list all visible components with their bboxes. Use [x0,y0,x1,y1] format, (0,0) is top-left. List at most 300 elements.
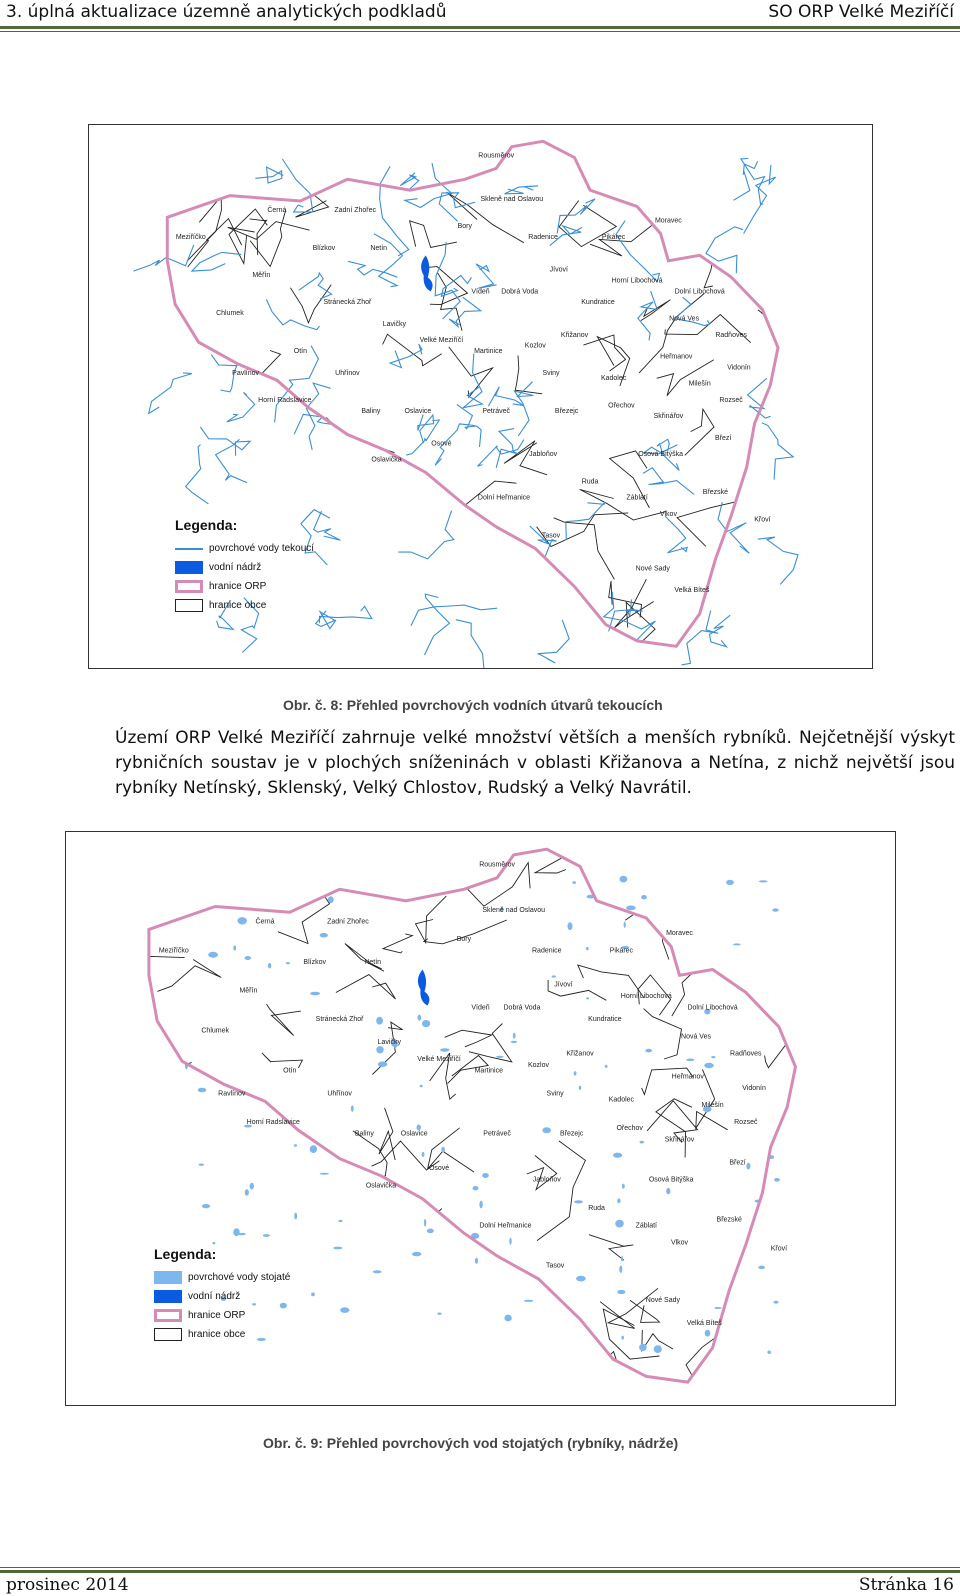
pond [245,1189,249,1195]
body-paragraph: Území ORP Velké Meziříčí zahrnuje velké množství větších a menších rybníků. Nejčetnější výskyt rybničních soustav je v plochých sníženinách v oblasti Křižanova a Netína, z nichž největší jsou rybníky Netínský, Sklenský, Velký Chlostov, Rudský a Velký Navrátil. [115,728,955,798]
municipality-label: Sviny [542,369,560,377]
municipality-border [614,579,653,628]
river-line [411,605,497,626]
header-organization: SO ORP Velké Meziříčí [768,2,954,22]
pond [417,1125,421,1131]
river-line [762,423,794,480]
legend-item [154,1306,290,1325]
municipality-border [794,1204,840,1212]
municipality-label: Vlkov [670,1239,689,1247]
municipality-label: Uhřínov [327,1090,352,1098]
municipality-label: Křižanov [560,331,589,339]
municipality-border [489,1253,519,1284]
municipality-label: Osové [431,440,452,448]
pond [617,1198,620,1203]
pond [199,1164,205,1166]
municipality-label: Kozlov [524,342,546,350]
pond [376,1046,383,1053]
pond [310,992,320,996]
municipality-border [416,896,447,943]
legend-item [175,596,314,615]
river-line [457,404,481,447]
municipality-label: Chlumek [216,310,244,317]
municipality-label: Březí [729,1159,746,1167]
pond [774,1178,780,1182]
municipality-label: Skřinářov [664,1136,695,1144]
municipality-label: Záblatí [626,494,648,502]
municipality-border [589,1235,633,1261]
municipality-label: Netín [364,958,382,966]
pond [586,947,589,950]
municipality-border [373,1255,455,1306]
municipality-label: Nové Sady [635,565,670,573]
municipality-label: Radenice [528,234,558,241]
municipality-label: Kozlov [527,1061,550,1069]
municipality-label: Dolní Libochová [674,288,725,296]
municipality-label: Rousměrov [479,861,515,869]
legend-swatch-orp-border [175,580,203,593]
pond [233,946,236,951]
municipality-label: Kundratice [581,299,615,307]
legend-label: povrchové vody stojaté [188,1272,291,1283]
municipality-label: Lavičky [377,1039,401,1046]
map-legend [154,1246,290,1344]
pond [574,1200,583,1203]
river-line [216,439,248,482]
pond [509,1238,511,1245]
pond [422,1152,425,1157]
municipality-border [670,167,704,195]
footer-rule-thin [0,1567,960,1568]
river-line [134,245,194,271]
pond [746,1163,750,1170]
municipality-border [383,934,412,953]
municipality-border [639,294,704,373]
legend-item [154,1325,290,1344]
river-line [616,221,660,282]
municipality-label: Březské [716,1216,742,1224]
legend-label: hranice obce [188,1329,246,1340]
river-line [186,445,209,504]
figure-caption: Obr. č. 8: Přehled povrchových vodních útvarů tekoucích [283,697,663,713]
municipality-label: Osová Bitýška [638,451,683,459]
municipality-border [336,975,396,1000]
legend-swatch-reservoir [154,1290,182,1303]
municipality-border [225,446,286,469]
municipality-border [357,1245,389,1271]
pond [233,1228,239,1236]
pond [711,1056,715,1058]
pond [440,1048,449,1051]
pond [704,1063,714,1068]
legend-item [154,1287,290,1306]
municipality-label: Meziříčko [158,947,189,955]
municipality-label: Milešín [688,380,711,388]
pond [654,1345,662,1353]
municipality-label: Moravec [666,930,693,938]
header-title: 3. úplná aktualizace územně analytických podkladů [6,2,447,22]
pond [576,1276,586,1282]
pond [767,1351,771,1354]
municipality-label: Velká Bíteš [686,1319,722,1327]
legend-title: Legenda: [154,1246,217,1262]
municipality-label: Nové Sady [645,1296,681,1304]
municipality-label: Křižanov [566,1050,594,1058]
pond [568,922,573,930]
pond [310,1145,317,1153]
pond [340,1307,349,1313]
pond [479,1201,482,1209]
pond [620,876,628,883]
river-line [398,511,454,559]
municipality-label: Sviny [546,1090,564,1098]
municipality-border [686,1323,736,1393]
river-line [227,393,255,422]
river-line [316,611,336,629]
pond [552,975,556,977]
municipality-label: Bory [457,223,473,231]
municipality-label: Skřinářov [653,413,684,421]
pond [621,1336,624,1340]
municipality-label: Ruda [588,1205,605,1213]
municipality-label: Ruda [581,478,599,486]
legend-swatch-orp-border [154,1309,182,1322]
municipality-label: Skleně nad Oslavou [480,196,544,203]
municipality-label: Zadní Zhořec [334,206,377,214]
municipality-label: Zadní Zhořec [327,918,369,926]
municipality-label: Dolní Heřmanice [477,494,531,502]
municipality-label: Jabloňov [529,451,558,459]
municipality-label: Otín [293,348,308,356]
pond [639,1344,647,1351]
municipality-label: Kundratice [588,1016,622,1024]
municipality-label: Tasov [541,532,561,540]
river-line [299,273,332,299]
municipality-border [379,1108,395,1160]
municipality-border [786,224,813,260]
pond [427,1229,434,1234]
municipality-border [358,527,406,596]
pond [412,1252,421,1256]
pond [475,1258,478,1264]
pond [482,1173,489,1178]
municipality-label: Heřmanov [671,1073,704,1081]
river-line [380,166,409,256]
municipality-label: Pavlínov [232,369,260,377]
pond [338,1220,342,1222]
municipality-label: Rousměrov [478,152,515,160]
municipality-label: Vídeň [471,288,490,296]
municipality-label: Horní Libochová [620,993,672,1001]
municipality-border [554,518,615,580]
pond [772,908,778,911]
river-line [638,291,657,341]
municipality-label: Březské [702,489,729,497]
pond [496,1056,504,1058]
municipality-border [657,360,714,396]
pond [641,895,647,899]
pond [619,1266,622,1273]
municipality-border [238,1113,284,1142]
pond [420,1085,423,1088]
river-line [390,344,422,368]
municipality-label: Měřín [239,987,258,995]
municipality-border [685,409,714,455]
municipality-label: Černá [255,918,275,926]
pond [758,1266,765,1270]
municipality-label: Březí [715,434,732,442]
municipality-label: Radenice [532,947,562,955]
municipality-border [438,273,463,331]
municipality-label: Tasov [545,1262,565,1270]
river-line [255,167,283,183]
legend-label: hranice ORP [209,581,267,592]
river-line [758,537,798,584]
municipality-label: Velká Bíteš [674,587,710,594]
municipality-border [104,956,185,1006]
pond [378,1061,387,1067]
pond [250,1183,254,1190]
river-line [463,354,482,408]
municipality-label: Horní Radslavice [246,1119,300,1127]
pond [513,1033,516,1039]
river-line [282,159,312,212]
municipality-label: Kadolec [608,1096,635,1104]
pond [351,1105,354,1111]
municipality-label: Stránecká Zhoř [323,299,372,307]
pond [418,1015,422,1021]
municipality-label: Pikárec [601,234,626,241]
municipality-label: Černá [267,206,287,214]
pond [615,1220,624,1228]
municipality-label: Velké Meziříčí [417,1056,461,1064]
pond [626,906,636,911]
river-line [530,526,557,558]
pond [524,1300,534,1302]
municipality-label: Vidonín [742,1084,766,1092]
pond [666,1188,670,1194]
municipality-label: Martinice [474,348,503,356]
pond [586,997,589,999]
municipality-label: Pikárec [609,947,634,955]
municipality-label: Velké Meziříčí [419,337,464,345]
river-line [643,468,694,495]
river-line [314,511,341,540]
pond [212,1242,215,1244]
pond [605,1065,608,1068]
municipality-border [157,960,221,992]
pond [294,1144,297,1146]
river-line [733,161,757,200]
pond [613,1153,622,1158]
municipality-label: Oslavička [365,1182,397,1190]
municipality-label: Jabloňov [532,1176,561,1184]
map-legend [175,517,314,615]
pond [579,1086,582,1090]
municipality-label: Radňoves [715,331,747,339]
pond [208,952,218,958]
municipality-label: Vidonín [727,364,751,372]
municipality-border [656,1099,692,1158]
header-rule-thin [0,31,960,32]
legend-swatch-flowing-water [175,548,203,550]
river-line [456,620,490,668]
municipality-border [212,420,270,460]
municipality-label: Petráveč [483,1130,511,1138]
municipality-border [262,1053,303,1068]
municipality-border [445,1030,492,1047]
municipality-label: Nová Ves [681,1033,711,1041]
municipality-label: Blízkov [303,958,326,966]
municipality-label: Ořechov [608,402,635,410]
municipality-label: Meziříčko [175,234,206,241]
municipality-label: Blízkov [312,244,336,252]
municipality-border [345,944,384,972]
municipality-border [220,1166,261,1200]
municipality-border [459,863,530,907]
legend-label: hranice ORP [188,1310,246,1321]
municipality-border [593,1352,659,1405]
municipality-label: Záblatí [635,1222,658,1230]
municipality-label: Petráveč [482,407,511,415]
legend-swatch-reservoir [175,561,203,574]
municipality-border [267,1004,301,1035]
pond [311,1293,315,1297]
municipality-border [537,1141,585,1241]
municipality-label: Chlumek [201,1027,230,1035]
pond [437,1313,441,1315]
river-line [425,594,450,655]
municipality-border [788,1207,814,1227]
municipality-border [774,509,815,528]
municipality-label: Oslavice [404,407,432,415]
river-line [665,516,687,553]
municipality-label: Oslavička [371,456,402,464]
municipality-border [776,1272,822,1302]
reservoir [418,970,429,1006]
municipality-label: Lavičky [382,320,407,328]
municipality-label: Rozseč [734,1119,758,1127]
municipality-label: Dolní Heřmanice [479,1222,532,1230]
river-line [476,264,497,288]
pond [504,1315,511,1322]
municipality-label: Jívoví [554,981,573,989]
pond [645,1049,652,1053]
river-line [200,427,250,456]
pond [473,1186,479,1190]
municipality-label: Březejc [560,1130,584,1138]
municipality-label: Osová Bitýška [648,1176,694,1184]
pond [238,917,247,924]
municipality-label: Dolní Libochová [687,1004,738,1012]
municipality-label: Radňoves [730,1050,762,1058]
municipality-border [281,138,308,178]
figure-standing-waters-map [65,831,896,1406]
municipality-label: Dobrá Voda [503,1004,541,1012]
river-line [374,234,403,287]
pond [726,880,734,885]
municipality-label: Křoví [754,516,771,524]
pond [268,963,271,969]
municipality-border [664,142,731,160]
river-line [449,297,481,326]
municipality-label: Netín [370,244,388,252]
river-line [682,611,719,665]
municipality-border [410,221,457,248]
legend-label: vodní nádrž [209,562,262,573]
pond [373,1270,382,1273]
municipality-label: Horní Radslavice [258,396,312,404]
pond [622,1184,625,1189]
pond [774,1301,779,1304]
pond [263,1234,270,1237]
municipality-label: Moravec [654,217,682,225]
municipality-label: Skleně nad Oslavou [482,907,546,915]
legend-swatch-municipality-border [175,599,203,612]
municipality-label: Ořechov [616,1125,643,1132]
legend-item [175,577,314,596]
pond [320,933,328,938]
figure-caption: Obr. č. 9: Přehled povrchových vod stojatých (rybníky, nádrže) [263,1435,679,1451]
municipality-label: Bory [456,935,472,943]
municipality-border [183,148,224,170]
legend-item [175,558,314,577]
river-line [149,373,192,414]
pond [640,1141,644,1144]
footer-page-number: Stránka 16 [858,1575,954,1595]
municipality-label: Jívoví [549,266,568,274]
legend-item [154,1268,290,1287]
pond [294,1213,297,1220]
legend-label: povrchové vody tekoucí [209,543,315,554]
pond [733,943,741,945]
municipality-label: Osové [428,1165,450,1173]
pond [333,1247,342,1250]
municipality-border [787,1156,827,1223]
municipality-border [312,125,371,156]
municipality-label: Vídeň [471,1004,490,1012]
river-line [514,382,533,436]
municipality-label: Ravlínov [218,1090,246,1098]
municipality-label: Otín [283,1067,297,1075]
municipality-label: Dobrá Voda [501,288,539,296]
municipality-border [527,1155,557,1189]
reservoir [421,255,432,291]
legend-item [175,539,314,558]
municipality-border [250,210,286,266]
pond [759,880,768,882]
municipality-label: Stránecká Zhoř [315,1016,364,1024]
legend-label: vodní nádrž [188,1291,241,1302]
pond [714,1307,722,1309]
municipality-border [159,370,197,415]
pond [328,896,334,903]
municipality-border [642,1068,694,1094]
pond [511,1041,517,1043]
pond [441,1147,445,1153]
pond [245,956,251,960]
pond [705,1330,711,1337]
legend-title: Legenda: [175,517,238,533]
river-line [192,252,241,271]
municipality-label: Heřmanov [660,353,693,361]
river-line [538,620,570,663]
river-line [319,606,371,623]
municipality-label: Křoví [770,1245,788,1253]
river-line [348,261,398,277]
footer-date: prosinec 2014 [6,1575,129,1595]
header-rule [0,26,960,29]
